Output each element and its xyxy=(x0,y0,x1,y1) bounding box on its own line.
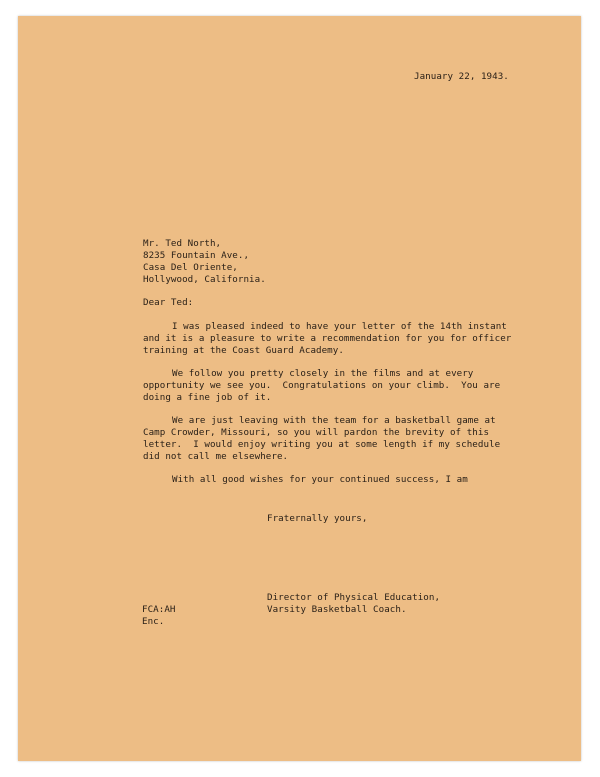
paragraph-2-line-2: opportunity we see you. Congratulations on your climb. You are xyxy=(143,380,501,391)
paragraph-3-line-1: We are just leaving with the team for a basketball game at xyxy=(172,415,496,426)
signature-title-line-1: Director of Physical Education, xyxy=(267,592,441,603)
paragraph-1-line-2: and it is a pleasure to write a recommendation for you for officer xyxy=(143,333,512,344)
signature-title-line-2: Varsity Basketball Coach. xyxy=(267,604,407,615)
salutation: Dear Ted: xyxy=(143,297,194,308)
paragraph-3-line-2: Camp Crowder, Missouri, so you will pardon the brevity of this xyxy=(143,427,490,438)
closing: Fraternally yours, xyxy=(267,513,368,524)
address-line-name: Mr. Ted North, xyxy=(143,238,222,249)
paragraph-2-line-3: doing a fine job of it. xyxy=(143,392,272,403)
letter-date: January 22, 1943. xyxy=(414,71,509,82)
paragraph-2-line-1: We follow you pretty closely in the films and at every xyxy=(172,368,474,379)
enclosure-note: Enc. xyxy=(142,616,165,627)
address-line-building: Casa Del Oriente, xyxy=(143,262,238,273)
paragraph-3-line-3: letter. I would enjoy writing you at some length if my schedule xyxy=(143,439,501,450)
address-line-city: Hollywood, California. xyxy=(143,274,266,285)
address-line-street: 8235 Fountain Ave., xyxy=(143,250,250,261)
paragraph-1-line-3: training at the Coast Guard Academy. xyxy=(143,345,344,356)
paragraph-1-line-1: I was pleased indeed to have your letter of the 14th instant xyxy=(172,321,507,332)
paragraph-3-line-4: did not call me elsewhere. xyxy=(143,451,289,462)
paragraph-4-line-1: With all good wishes for your continued success, I am xyxy=(172,474,468,485)
typist-initials: FCA:AH xyxy=(142,604,176,615)
